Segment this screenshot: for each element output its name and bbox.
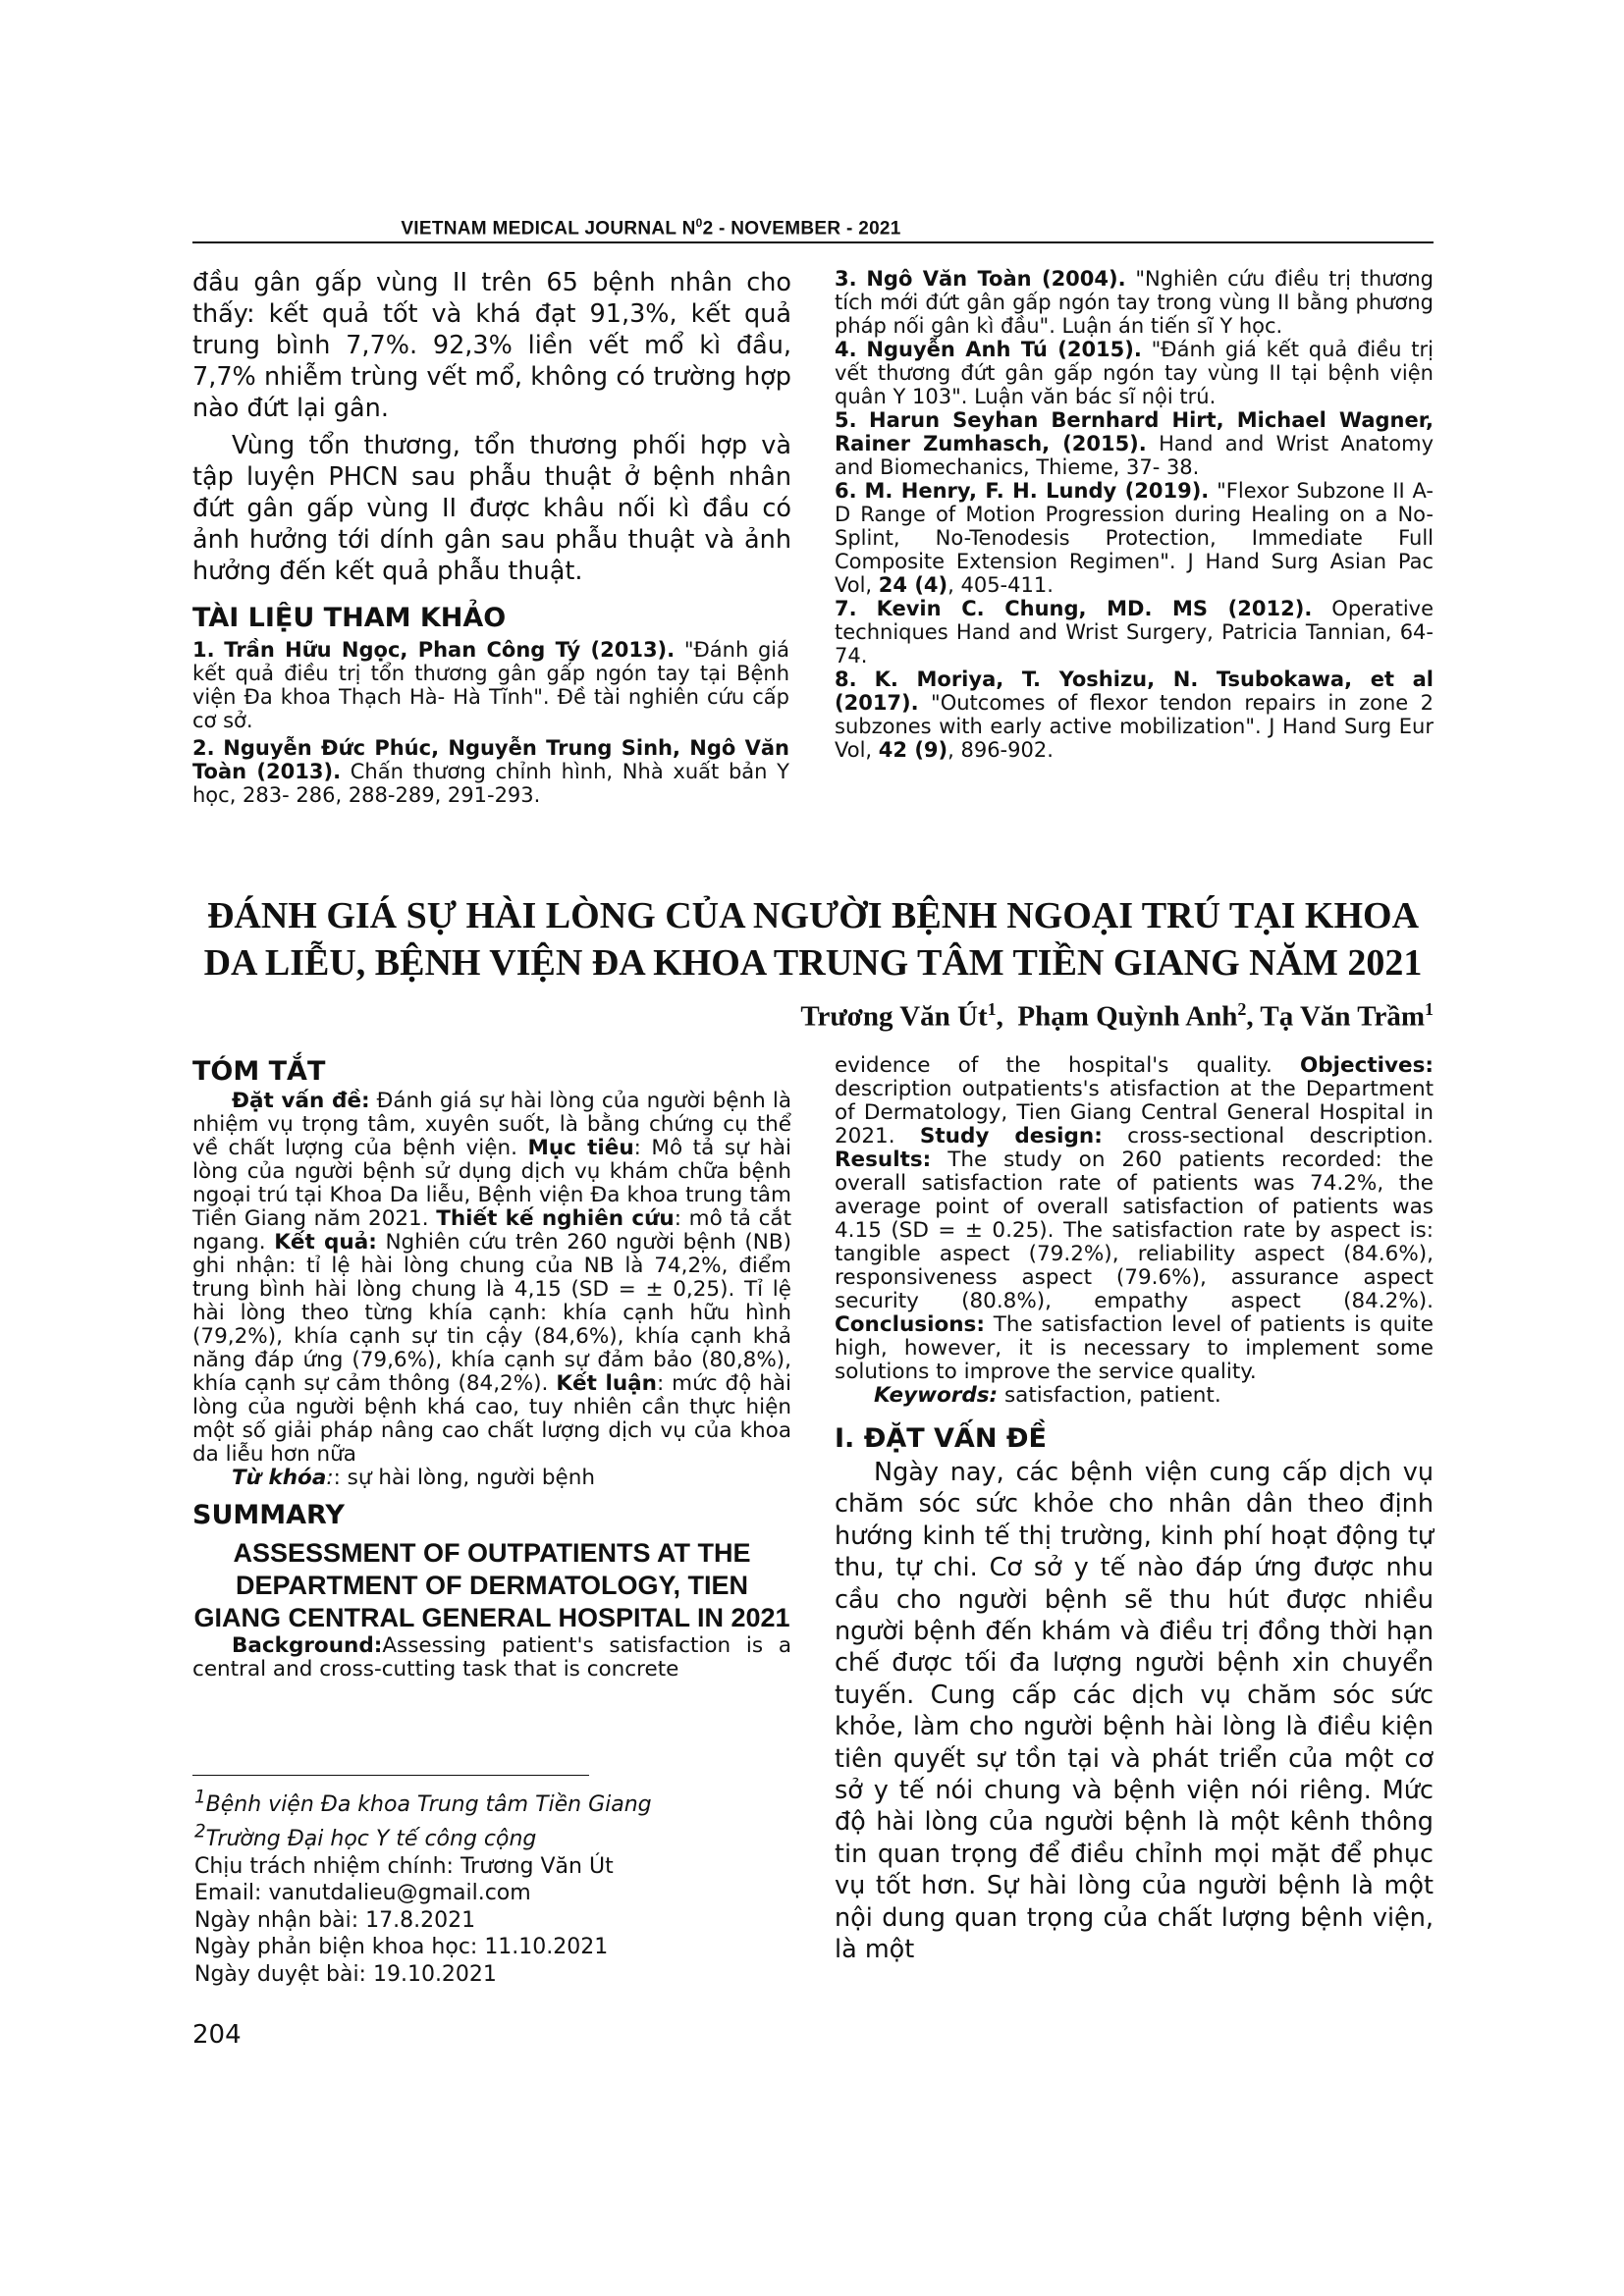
prev-article-left-column bbox=[192, 267, 791, 636]
footnote-received: Ngày nhận bài: 17.8.2021 bbox=[194, 1907, 476, 1933]
header-rule bbox=[192, 241, 1434, 243]
running-header: VIETNAM MEDICAL JOURNAL $N^02$ - NOVEMBER - 2021 bbox=[401, 216, 901, 240]
section-1-title: I. ĐẶT VẤN ĐỀ bbox=[835, 1423, 1047, 1454]
tomtat-title: TÓM TẮT bbox=[192, 1056, 326, 1087]
reference-item: 4. Nguyễn Anh Tú (2015). "Đánh giá kết quả điều trị vết thương đứt gân gấp ngón tay vùng II tại bệnh viện quân Y 103". Luận văn bác sĩ nội trú. bbox=[835, 338, 1434, 408]
author: Trương Văn Út bbox=[800, 1000, 988, 1033]
tomtat-keywords: Từ khóa:: sự hài lòng, người bệnh bbox=[232, 1466, 596, 1490]
summary-body: evidence of the hospital's quality. Objectives: description outpatients's atisfaction at the Department of Dermatology, Tien Giang Central General Hospital in 2021. Study design: cross-sectional description. Results: The study on 260 patients recorded: the overall satisfaction rate of patients was 74.2%, the average point of overall satisfaction of patients was 4.15 (SD = ± 0.25). The satisfaction rate by aspect is: tangible aspect (79.2%), reliability aspect (84.6%), responsiveness aspect (79.6%), assurance aspect security (80.8%), empathy aspect (84.2%). Conclusions: The satisfaction level of patients is quite high, however, it is necessary to implement some solutions to improve the service quality. bbox=[835, 1053, 1434, 1384]
footnote-rule bbox=[192, 1775, 589, 1776]
reference-item: 3. Ngô Văn Toàn (2004). "Nghiên cứu điều trị thương tích mới đứt gân gấp ngón tay trong vùng II bằng phương pháp nối gân kì đầu". Luận án tiến sĩ Y học. bbox=[835, 267, 1434, 338]
summary-title: SUMMARY bbox=[192, 1500, 345, 1530]
section-1-body: Ngày nay, các bệnh viện cung cấp dịch vụ chăm sóc sức khỏe cho nhân dân theo định hướng kinh tế thị trường, kinh phí hoạt động tự thu, tự chi. Cơ sở y tế nào đáp ứng được nhu cầu cho người bệnh sẽ thu hút được nhiều người bệnh đến khám và điều trị đồng thời hạn chế được tối đa lượng người bệnh xin chuyển tuyến. Cung cấp các dịch vụ chăm sóc sức khỏe, làm cho người bệnh hài lòng là điều kiện tiên quyết sự tồn tại và phát triển của một cơ sở y tế nói chung và bệnh viện nói riêng. Mức độ hài lòng của người bệnh là một kênh thông tin quan trọng để điều chỉnh mọi mặt để phục vụ tốt hơn. Sự hài lòng của người bệnh là một nội dung quan trọng của chất lượng bệnh viện, là một bbox=[835, 1458, 1434, 1965]
paragraph: đầu gân gấp vùng II trên 65 bệnh nhân cho thấy: kết quả tốt và khá đạt 91,3%, kết quả trung bình 7,7%. 92,3% liền vết mổ kì đầu, 7,7% nhiễm trùng vết mổ, không có trường hợp nào đứt lại gân. bbox=[192, 268, 791, 423]
reference-item: 2. Nguyễn Đức Phúc, Nguyễn Trung Sinh, Ngô Văn Toàn (2013). Chấn thương chỉnh hình, Nhà xuất bản Y học, 283- 286, 288-289, 291-293. bbox=[192, 736, 789, 807]
footnote-accepted: Ngày duyệt bài: 19.10.2021 bbox=[194, 1961, 497, 1987]
page-number: 204 bbox=[192, 2020, 242, 2050]
tomtat-body: Đặt vấn đề: Đánh giá sự hài lòng của người bệnh là nhiệm vụ trọng tâm, xuyên suốt, là bằng chứng cụ thể về chất lượng của bệnh viện. Mục tiêu: Mô tả sự hài lòng của người bệnh sử dụng dịch vụ khám chữa bệnh ngoại trú tại Khoa Da liễu, Bệnh viện Đa khoa trung tâm Tiền Giang năm 2021. Thiết kế nghiên cứu: mô tả cắt ngang. Kết quả: Nghiên cứu trên 260 người bệnh (NB) ghi nhận: tỉ lệ hài lòng chung của NB là 74,2%, điểm trung bình hài lòng chung là 4,15 (SD = ± 0,25). Tỉ lệ hài lòng theo từng khía cạnh: khía cạnh hữu hình (79,2%), khía cạnh sự tin cậy (84,6%), khía cạnh khả năng đáp ứng (79,6%), khía cạnh sự đảm bảo (80,8%), khía cạnh sự cảm thông (84,2%). Kết luận: mức độ hài lòng của người bệnh khá cao, tuy nhiên cần thực hiện một số giải pháp nâng cao chất lượng dịch vụ của khoa da liễu hơn nữa bbox=[192, 1089, 792, 1467]
footnote-corresponding: Chịu trách nhiệm chính: Trương Văn Út bbox=[194, 1853, 614, 1879]
footnote-affiliation-2: $^2$Trường Đại học Y tế công cộng bbox=[194, 1821, 537, 1852]
summary-keywords: Keywords: satisfaction, patient. bbox=[874, 1383, 1221, 1408]
footnote-email: Email: vanutdalieu@gmail.com bbox=[194, 1881, 531, 1906]
reference-item: 8. K. Moriya, T. Yoshizu, N. Tsubokawa, et al (2017). "Outcomes of flexor tendon repairs in zone 2 subzones with early active mobilization". J Hand Surg Eur Vol, 42 (9), 896-902. bbox=[835, 667, 1434, 762]
reference-item: 1. Trần Hữu Ngọc, Phan Công Tý (2013). "Đánh giá kết quả điều trị tổn thương gân gấp ngón tay tại Bệnh viện Đa khoa Thạch Hà- Hà Tĩnh". Đề tài nghiên cứu cấp cơ sở. bbox=[192, 638, 789, 732]
footnotes bbox=[194, 1785, 705, 1988]
references-left bbox=[192, 638, 789, 807]
abstract-right-column bbox=[835, 1054, 1434, 1966]
author: Tạ Văn Trầm bbox=[1260, 1000, 1425, 1033]
reference-item: 6. M. Henry, F. H. Lundy (2019). "Flexor Subzone II A-D Range of Motion Progression during Healing on a No-Splint, No-Tenodesis Protection, Immediate Full Composite Extension Regimen". J Hand Surg Asian Pac Vol, 24 (4), 405-411. bbox=[835, 479, 1434, 597]
abstract-left-column bbox=[192, 1054, 791, 1682]
author-list: Trương Văn $Út^1$, Phạm Quỳnh Anh$^2$, Tạ Văn Trầm$^1$ bbox=[800, 999, 1434, 1033]
paragraph: Vùng tổn thương, tổn thương phối hợp và tập luyện PHCN sau phẫu thuật ở bệnh nhân đứt gân gấp vùng II được khâu nối kì đầu có ảnh hưởng tới dính gân sau phẫu thuật và ảnh hưởng đến kết quả phẫu thuật. bbox=[192, 431, 791, 586]
summary-body-start: Background:Assessing patient's satisfaction is a central and cross-cutting task that is concrete bbox=[192, 1633, 791, 1682]
author: Phạm Quỳnh Anh bbox=[1017, 1000, 1238, 1033]
footnote-affiliation-1: $^1$Bệnh viện Đa khoa Trung tâm Tiền Giang bbox=[194, 1788, 652, 1818]
references-right bbox=[835, 267, 1434, 762]
summary-heading: ASSESSMENT OF OUTPATIENTS AT THE DEPARTMENT OF DERMATOLOGY, TIEN GIANG CENTRAL GENERAL HOSPITAL IN 2021 bbox=[193, 1538, 790, 1632]
references-title: TÀI LIỆU THAM KHẢO bbox=[192, 603, 507, 633]
reference-item: 5. Harun Seyhan Bernhard Hirt, Michael Wagner, Rainer Zumhasch, (2015). Hand and Wrist Anatomy and Biomechanics, Thieme, 37- 38. bbox=[835, 408, 1434, 479]
footnote-reviewed: Ngày phản biện khoa học: 11.10.2021 bbox=[194, 1935, 609, 1960]
article-title-line-1: ĐÁNH GIÁ SỰ HÀI LÒNG CỦA NGƯỜI BỆNH NGOẠI TRÚ TẠI KHOA bbox=[206, 895, 1420, 936]
reference-item: 7. Kevin C. Chung, MD. MS (2012). Operative techniques Hand and Wrist Surgery, Patricia Tannian, 64- 74. bbox=[835, 597, 1434, 667]
article-title-line-2: DA LIỄU, BỆNH VIỆN ĐA KHOA TRUNG TÂM TIỀN GIANG NĂM 2021 bbox=[203, 942, 1423, 984]
